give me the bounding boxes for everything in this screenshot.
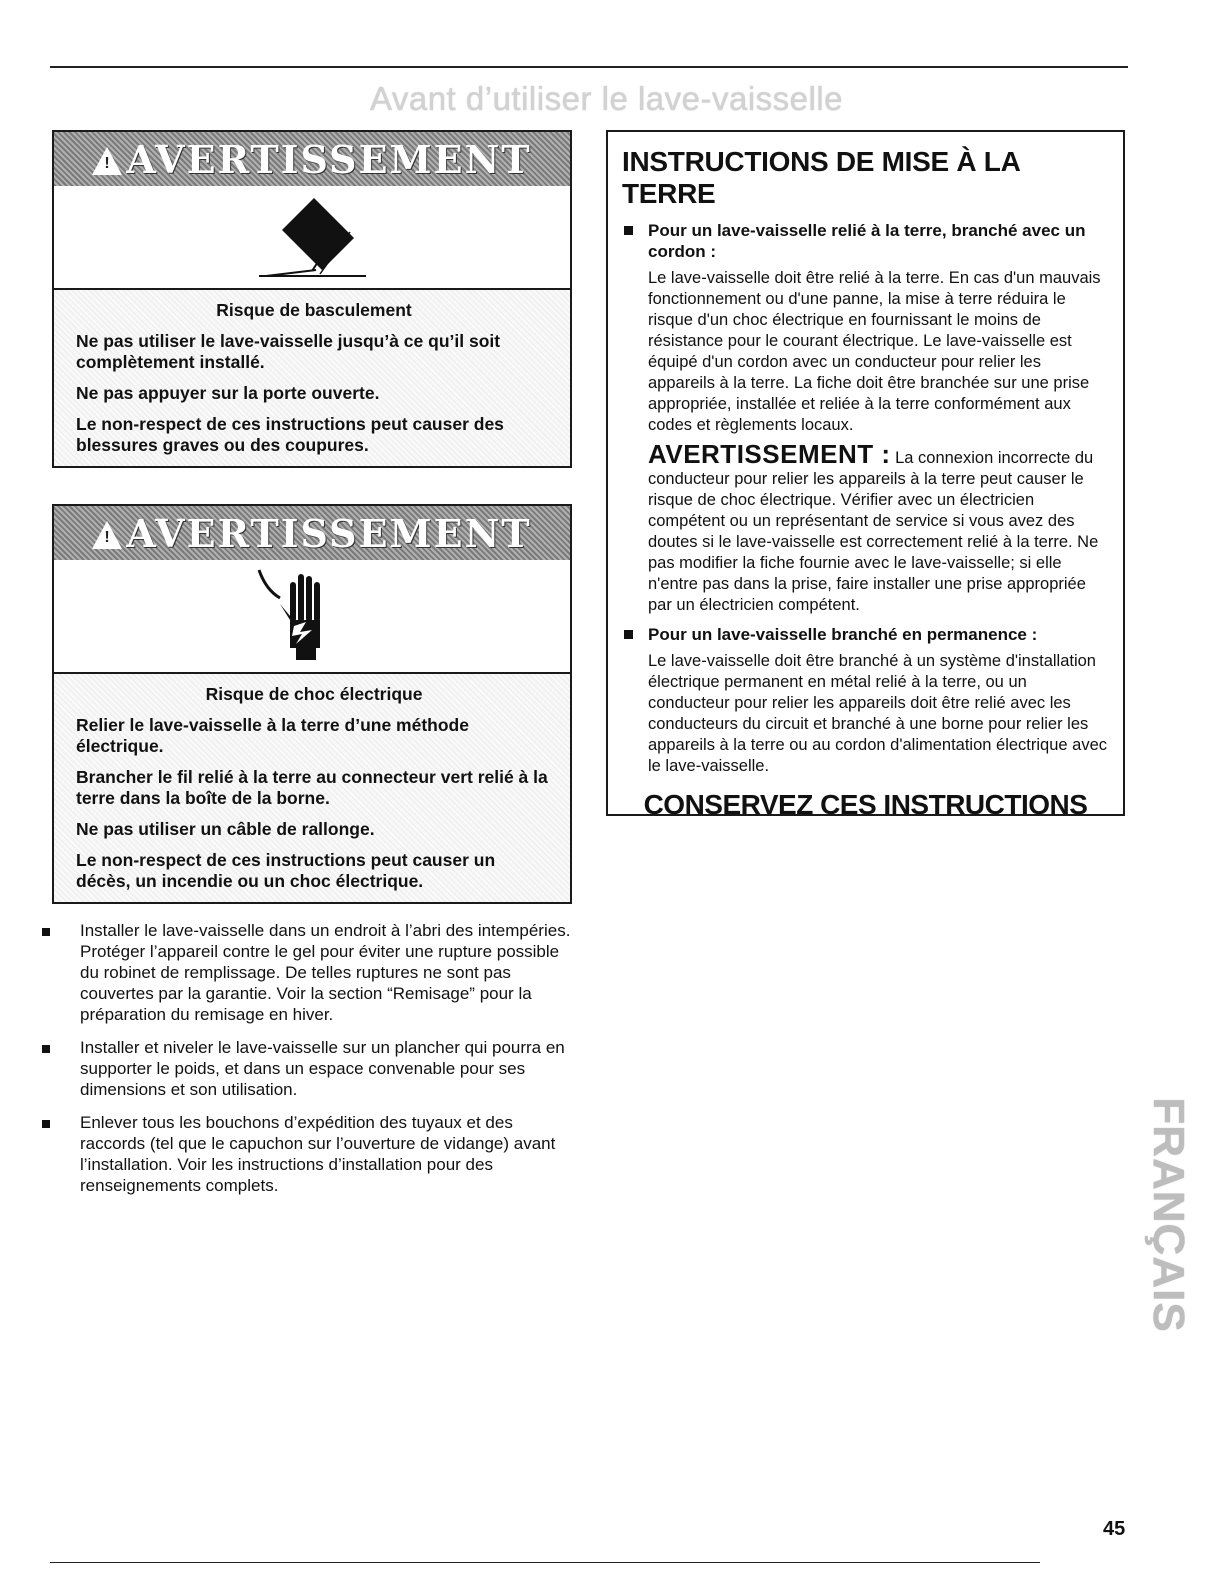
warning-triangle-icon: ! [92, 147, 122, 175]
section-body-permanent: Le lave-vaisselle doit être branché à un système d'installation électrique permanent en métal relié à la terre, ou un conducteur pour relier les appareils doit être relié avec les conducteurs du circuit et branché à une borne pour relier les appareils à la terre ou au cordon d'alimentation électrique avec le lave-vaisselle. [648, 652, 1108, 775]
bottom-rule [50, 1562, 1040, 1563]
warning-banner [54, 506, 570, 560]
warning-label: AVERTISSEMENT [126, 511, 532, 556]
warning-line: Brancher le fil relié à la terre au connecteur vert relié à la terre dans la boîte de la borne. [76, 767, 548, 808]
list-item: Installer et niveler le lave-vaisselle sur un plancher qui pourra en supporter le poids, et dans un espace convenable pour ses dimensions et son utilisation. [38, 1037, 578, 1100]
list-item: Installer le lave-vaisselle dans un endroit à l’abri des intempéries. Protéger l’appareil contre le gel pour éviter une rupture possible du robinet de remplissage. De telles ruptures ne sont pas couvertes par la garantie. Voir la section “Remisage” pour la préparation du remisage en hiver. [38, 920, 578, 1025]
shock-icon-area [54, 560, 570, 674]
risk-title: Risque de basculement [216, 300, 412, 320]
inline-warning-text: La connexion incorrecte du conducteur pour relier les appareils à la terre peut causer le risque de choc électrique. Vérifier avec un électricien compétent ou un représentant de service si vous avez des doutes si le lave-vaisselle est correctement relié à la terre. Ne pas modifier la fiche fournie avec le lave-vaisselle; si elle n'entre pas dans la prise, faire installer une prise appropriée par un électricien compétent. [648, 449, 1099, 614]
warning-line: Ne pas utiliser le lave-vaisselle jusqu’à ce qu’il soit complètement installé. [76, 331, 501, 372]
language-side-tab: FRANÇAIS [1144, 1097, 1193, 1333]
warning-text-electric-shock [54, 674, 570, 902]
electric-shock-hand-icon [54, 560, 570, 672]
warning-box-tip-over [52, 130, 572, 468]
warning-paragraph [622, 439, 1109, 616]
warning-box-electric-shock [52, 504, 572, 904]
warning-text-tip-over [54, 290, 570, 466]
page-number: 45 [1103, 1518, 1126, 1540]
list-item: Enlever tous les bouchons d’expédition des tuyaux et des raccords (tel que le capuchon sur l’ouverture de vidange) avant l’installation. Voir les instructions d’installation pour des renseignements complets. [38, 1112, 578, 1196]
inline-warning-label: AVERTISSEMENT : [648, 439, 891, 469]
section-heading-cord: Pour un lave-vaisselle relié à la terre, branché avec un cordon : [622, 220, 1109, 262]
top-rule [50, 66, 1128, 68]
warning-banner [54, 132, 570, 186]
installation-bullets [38, 920, 578, 1208]
warning-line: Le non-respect de ces instructions peut causer des blessures graves ou des coupures. [76, 414, 504, 455]
page-header: Avant d’utiliser le lave-vaisselle [369, 80, 844, 117]
warning-label: AVERTISSEMENT [126, 137, 532, 182]
grounding-title: INSTRUCTIONS DE MISE À LA TERRE [622, 146, 1020, 209]
warning-line: Ne pas appuyer sur la porte ouverte. [76, 383, 380, 403]
risk-title: Risque de choc électrique [205, 684, 423, 704]
section-heading-permanent: Pour un lave-vaisselle branché en permanence : [622, 624, 1109, 645]
tip-over-icon [54, 186, 570, 288]
warning-triangle-icon: ! [92, 521, 122, 549]
warning-line: Ne pas utiliser un câble de rallonge. [76, 819, 375, 839]
warning-line: Le non-respect de ces instructions peut causer un décès, un incendie ou un choc électrique. [76, 850, 496, 891]
warning-line: Relier le lave-vaisselle à la terre d’une méthode électrique. [76, 715, 469, 756]
section-body-cord: Le lave-vaisselle doit être relié à la terre. En cas d'un mauvais fonctionnement ou d'une panne, la mise à terre réduira le risque d'un choc électrique en fournissant le moins de résistance pour le courant électrique. Le lave-vaisselle est équipé d'un cordon avec un conducteur pour relier les appareils à la terre. La fiche doit être branchée sur une prise appropriée, installée et reliée à la terre conformément aux codes et règlements locaux. [648, 269, 1101, 434]
save-instructions-footer: CONSERVEZ CES INSTRUCTIONS [643, 789, 1088, 820]
tip-over-icon-area [54, 186, 570, 290]
grounding-instructions-box [606, 130, 1125, 820]
